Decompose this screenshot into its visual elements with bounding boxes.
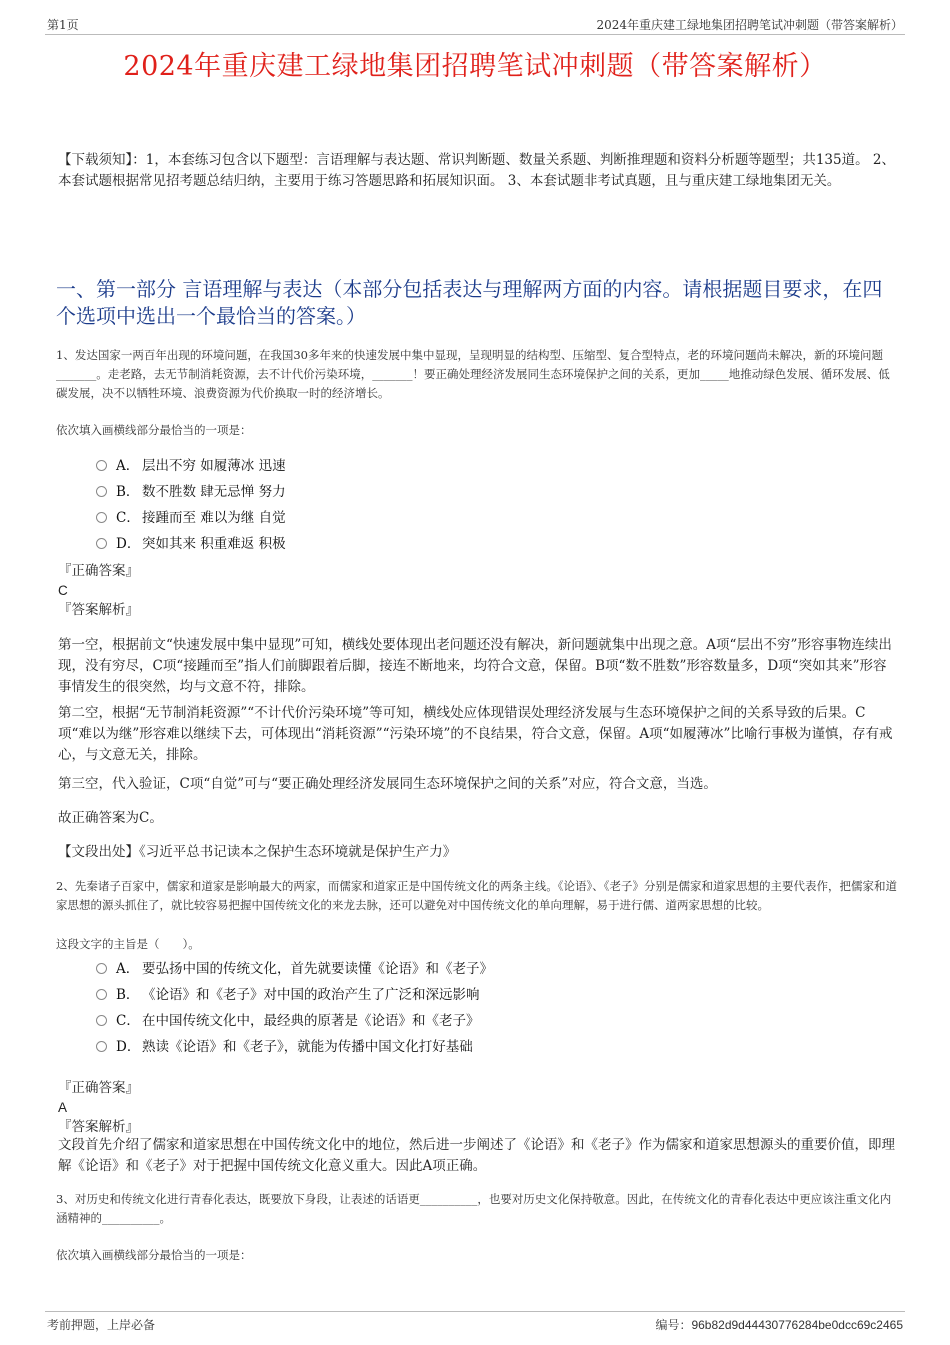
footer-code-label: 编号： [655,1318,692,1332]
question-1-option-c[interactable] [96,505,696,531]
footer-slogan: 考前押题，上岸必备 [47,1318,156,1332]
question-2-option-b[interactable] [96,982,696,1008]
question-2-options [96,956,696,1060]
radio-icon[interactable] [96,963,107,974]
radio-icon[interactable] [96,1015,107,1026]
page-number: 第1页 [47,18,79,32]
option-label: C． [116,510,140,526]
question-1-options [96,453,696,557]
header-doc-title: 2024年重庆建工绿地集团招聘笔试冲刺题（带答案解析） [596,18,903,32]
question-2-answer: A [58,1100,68,1115]
radio-icon[interactable] [96,1041,107,1052]
option-text: 接踵而至 难以为继 自觉 [142,510,286,526]
question-1-analysis-4: 故正确答案为C。 [58,810,163,826]
document-title: 2024年重庆建工绿地集团招聘笔试冲刺题（带答案解析） [123,51,827,82]
page-footer [45,1311,905,1332]
option-label: D． [116,536,141,552]
footer-code [655,1316,903,1333]
radio-icon[interactable] [96,486,107,497]
radio-icon[interactable] [96,512,107,523]
option-text: 层出不穷 如履薄冰 迅速 [142,458,286,474]
question-3-prompt: 依次填入画横线部分最恰当的一项是： [56,1248,252,1262]
option-text: 在中国传统文化中，最经典的原著是《论语》和《老子》 [142,1013,480,1029]
section-heading: 一、第一部分 言语理解与表达（本部分包括表达与理解两方面的内容。请根据题目要求，在四个选项中选出一个最恰当的答案。） [56,277,883,328]
question-1-analysis-3: 第三空，代入验证，C项“自觉”可与“要正确处理经济发展同生态环境保护之间的关系”对应，符合文意，当选。 [58,776,717,792]
option-label: D． [116,1039,141,1055]
question-1-option-b[interactable] [96,479,696,505]
question-2-option-d[interactable] [96,1034,696,1060]
option-label: B． [116,987,140,1003]
question-2-option-c[interactable] [96,1008,696,1034]
option-text: 要弘扬中国的传统文化，首先就要读懂《论语》和《老子》 [142,961,493,977]
download-notice: 【下载须知】：1，本套练习包含以下题型：言语理解与表达题、常识判断题、数量关系题、判断推理题和资料分析题等题型；共135道。 2、本套试题根据常见招考题总结归纳，主要用于练习答题思路和拓展知识面。 3、本套试题非考试真题，且与重庆建工绿地集团无关。 [58,152,895,189]
option-label: C． [116,1013,140,1029]
question-1-source: 【文段出处】《习近平总书记读本之保护生态环境就是保护生产力》 [58,844,457,860]
question-2-stem: 2、先秦诸子百家中，儒家和道家是影响最大的两家，而儒家和道家正是中国传统文化的两条主线。《论语》、《老子》分别是儒家和道家思想的主要代表作，把儒家和道家思想的源头抓住了，就比较容易把握中国传统文化的来龙去脉，还可以避免对中国传统文化的单向理解，易于进行儒、道两家思想的比较。 [56,879,898,912]
option-label: A． [116,458,140,474]
question-1-answer-label: 『正确答案』 [58,563,139,579]
option-text: 突如其来 积重难返 积极 [142,536,286,552]
question-1-option-a[interactable] [96,453,696,479]
page-header [45,14,905,35]
question-2-analysis-label: 『答案解析』 [58,1119,139,1135]
option-text: 《论语》和《老子》对中国的政治产生了广泛和深远影响 [142,987,480,1003]
question-1-option-d[interactable] [96,531,696,557]
footer-code-value: 96b82d9d44430776284be0dcc69c2465 [691,1318,903,1332]
question-1-analysis-2: 第二空，根据“无节制消耗资源”“不计代价污染环境”等可知，横线处应体现错误处理经济发展与生态环境保护之间的关系导致的后果。C项“难以为继”形容难以继续下去，可体现出“消耗资源”“污染环境”的不良结果，符合文意，保留。A项“如履薄冰”比喻行事极为谨慎，存有戒心，与文意无关，排除。 [58,705,893,763]
option-label: B． [116,484,140,500]
question-2-analysis: 文段首先介绍了儒家和道家思想在中国传统文化中的地位，然后进一步阐述了《论语》和《老子》作为儒家和道家思想源头的重要价值，即理解《论语》和《老子》对于把握中国传统文化意义重大。因此A项正确。 [58,1137,895,1174]
question-2-prompt: 这段文字的主旨是（ ）。 [56,937,200,951]
option-text: 数不胜数 肆无忌惮 努力 [142,484,286,500]
radio-icon[interactable] [96,989,107,1000]
question-1-analysis-label: 『答案解析』 [58,602,139,618]
question-1-analysis-1: 第一空，根据前文“快速发展中集中显现”可知，横线处要体现出老问题还没有解决，新问题就集中出现之意。A项“层出不穷”形容事物连续出现，没有穷尽，C项“接踵而至”指人们前脚跟着后脚，接连不断地来，均符合文意，保留。B项“数不胜数”形容数量多，D项“突如其来”形容事情发生的很突然，均与文意不符，排除。 [58,637,892,695]
question-1-stem: 1、发达国家一两百年出现的环境问题，在我国30多年来的快速发展中集中显现，呈现明显的结构型、压缩型、复合型特点，老的环境问题尚未解决，新的环境问题_______。走老路，去无节制消耗资源，去不计代价污染环境，_______！要正确处理经济发展同生态环境保护之间的关系，更加_____地推动绿色发展、循环发展、低碳发展，决不以牺牲环境、浪费资源为代价换取一时的经济增长。 [56,348,890,400]
question-1-prompt: 依次填入画横线部分最恰当的一项是： [56,423,252,437]
question-2-option-a[interactable] [96,956,696,982]
question-1-answer: C [58,583,68,598]
radio-icon[interactable] [96,538,107,549]
question-3-stem: 3、对历史和传统文化进行青春化表达，既要放下身段，让表述的话语更__________，也要对历史文化保持敬意。因此，在传统文化的青春化表达中更应该注重文化内涵精神的__________。 [56,1192,892,1225]
question-2-answer-label: 『正确答案』 [58,1080,139,1096]
option-text: 熟读《论语》和《老子》，就能为传播中国文化打好基础 [142,1039,473,1055]
option-label: A． [116,961,140,977]
radio-icon[interactable] [96,460,107,471]
